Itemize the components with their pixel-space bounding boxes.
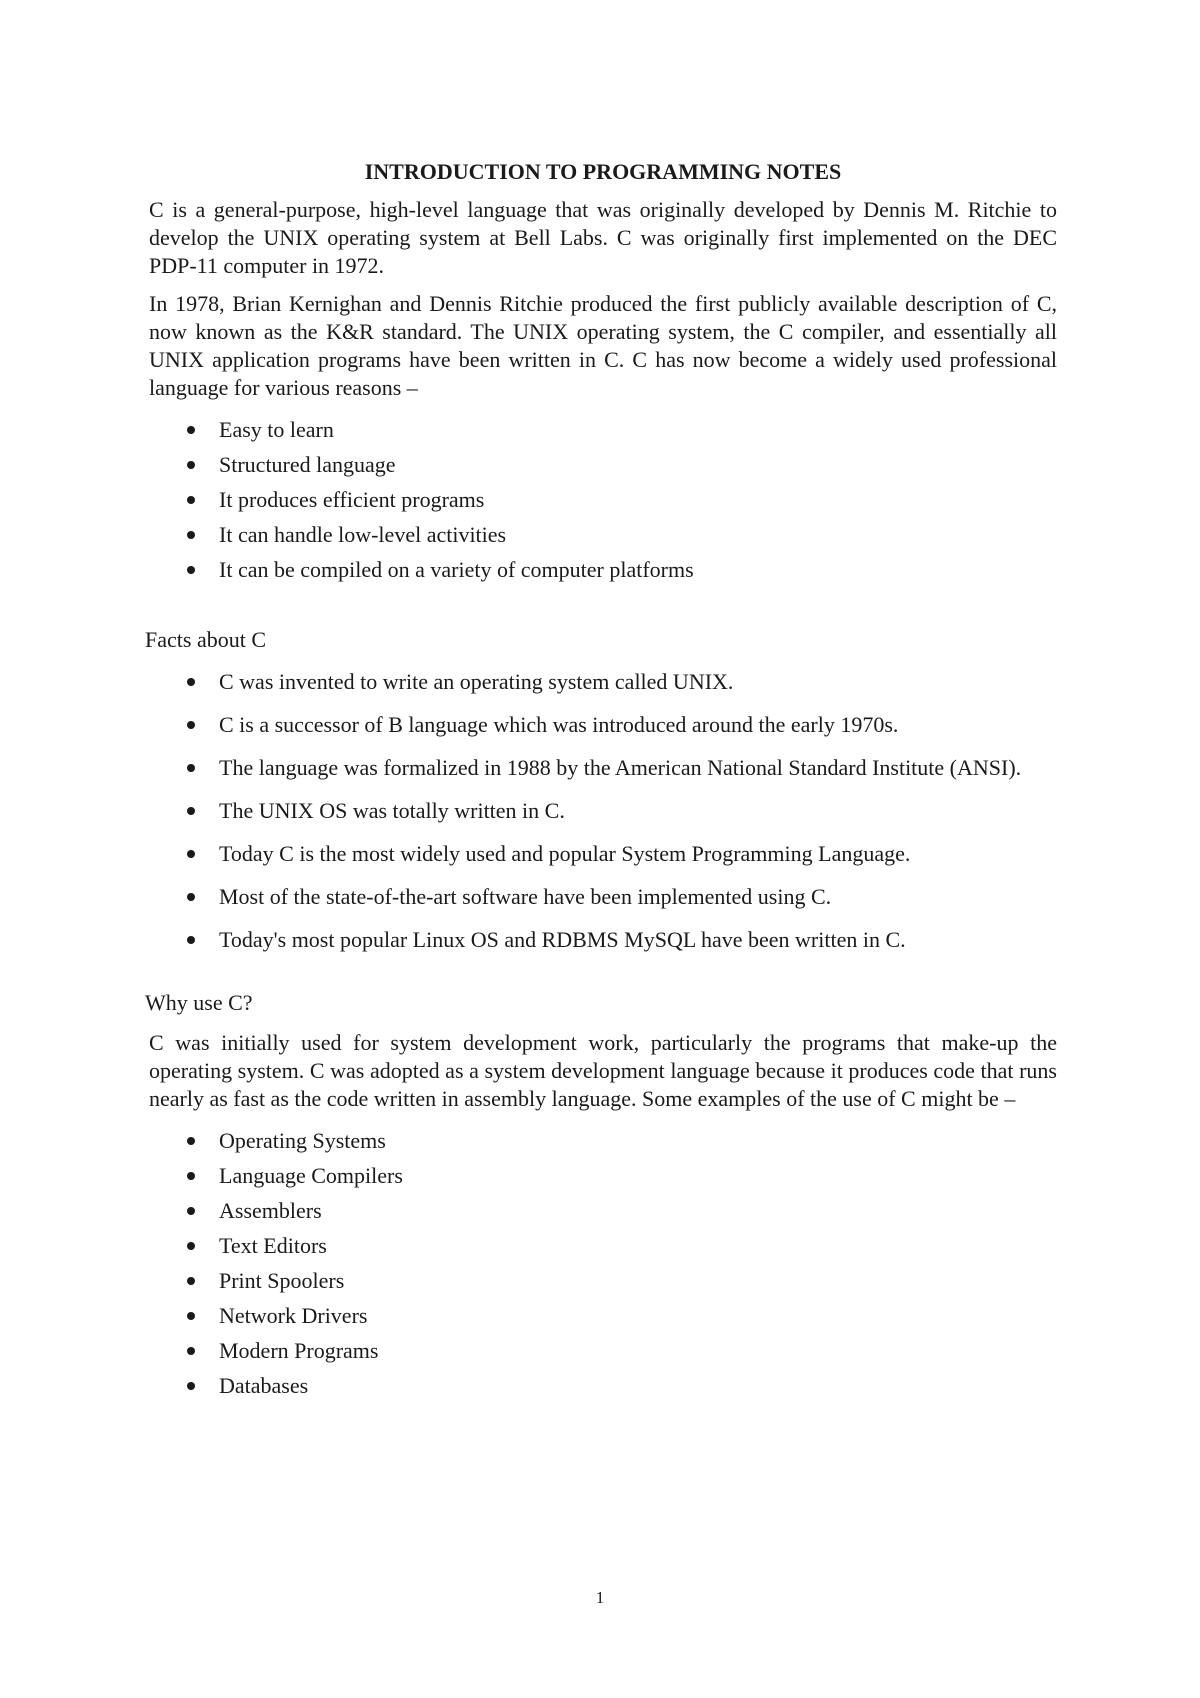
facts-heading: Facts about C xyxy=(145,627,266,652)
intro-paragraph-2: In 1978, Brian Kernighan and Dennis Ritchie produced the first publicly available description of C, now known as the K&R standard. The UNIX operating system, the C compiler, and essentially all UNIX application programs have been written in C. C has now become a widely used professional language for various reasons – xyxy=(149,291,1057,400)
list-item: Text Editors xyxy=(149,1232,1057,1267)
bullet-icon xyxy=(187,531,195,539)
list-item: Easy to learn xyxy=(149,416,1057,451)
list-item: Structured language xyxy=(149,451,1057,486)
bullet-icon xyxy=(187,678,195,686)
list-item: Databases xyxy=(149,1372,1057,1407)
examples-list xyxy=(149,1127,1057,1407)
document-body xyxy=(145,158,1057,1407)
list-item: Most of the state-of-the-art software have been implemented using C. xyxy=(149,883,1057,911)
list-item: Operating Systems xyxy=(149,1127,1057,1162)
list-item: Today C is the most widely used and popular System Programming Language. xyxy=(149,840,1057,868)
page-number: 1 xyxy=(595,1588,605,1607)
bullet-icon xyxy=(187,1207,195,1215)
bullet-icon xyxy=(187,496,195,504)
why-paragraph: C was initially used for system development work, particularly the programs that make-up the operating system. C was adopted as a system development language because it produces code that runs nearly as fast as the code written in assembly language. Some examples of the use of C might be – xyxy=(149,1030,1057,1111)
bullet-icon xyxy=(187,850,195,858)
bullet-icon xyxy=(187,1312,195,1320)
bullet-icon xyxy=(187,893,195,901)
list-item: C is a successor of B language which was introduced around the early 1970s. xyxy=(149,711,1057,739)
bullet-icon xyxy=(187,1382,195,1390)
bullet-icon xyxy=(187,764,195,772)
intro-paragraph-1: C is a general-purpose, high-level language that was originally developed by Dennis M. Ritchie to develop the UNIX operating system at Bell Labs. C was originally first implemented on the DEC PDP-11 computer in 1972. xyxy=(149,197,1057,278)
facts-list xyxy=(149,668,1057,954)
list-item: C was invented to write an operating system called UNIX. xyxy=(149,668,1057,696)
why-heading: Why use C? xyxy=(145,990,253,1015)
list-item: The language was formalized in 1988 by the American National Standard Institute (ANSI). xyxy=(149,754,1057,782)
bullet-icon xyxy=(187,807,195,815)
bullet-icon xyxy=(187,1242,195,1250)
bullet-icon xyxy=(187,1137,195,1145)
reasons-list xyxy=(149,416,1057,591)
bullet-icon xyxy=(187,936,195,944)
list-item: Assemblers xyxy=(149,1197,1057,1232)
list-item: It can handle low-level activities xyxy=(149,521,1057,556)
list-item: Network Drivers xyxy=(149,1302,1057,1337)
bullet-icon xyxy=(187,721,195,729)
bullet-icon xyxy=(187,1347,195,1355)
list-item: It produces efficient programs xyxy=(149,486,1057,521)
list-item: The UNIX OS was totally written in C. xyxy=(149,797,1057,825)
list-item: Language Compilers xyxy=(149,1162,1057,1197)
list-item: It can be compiled on a variety of computer platforms xyxy=(149,556,1057,591)
bullet-icon xyxy=(187,1172,195,1180)
bullet-icon xyxy=(187,426,195,434)
list-item: Today's most popular Linux OS and RDBMS MySQL have been written in C. xyxy=(149,926,1057,954)
list-item: Modern Programs xyxy=(149,1337,1057,1372)
bullet-icon xyxy=(187,566,195,574)
bullet-icon xyxy=(187,461,195,469)
bullet-icon xyxy=(187,1277,195,1285)
list-item: Print Spoolers xyxy=(149,1267,1057,1302)
page-title: INTRODUCTION TO PROGRAMMING NOTES xyxy=(364,159,842,184)
